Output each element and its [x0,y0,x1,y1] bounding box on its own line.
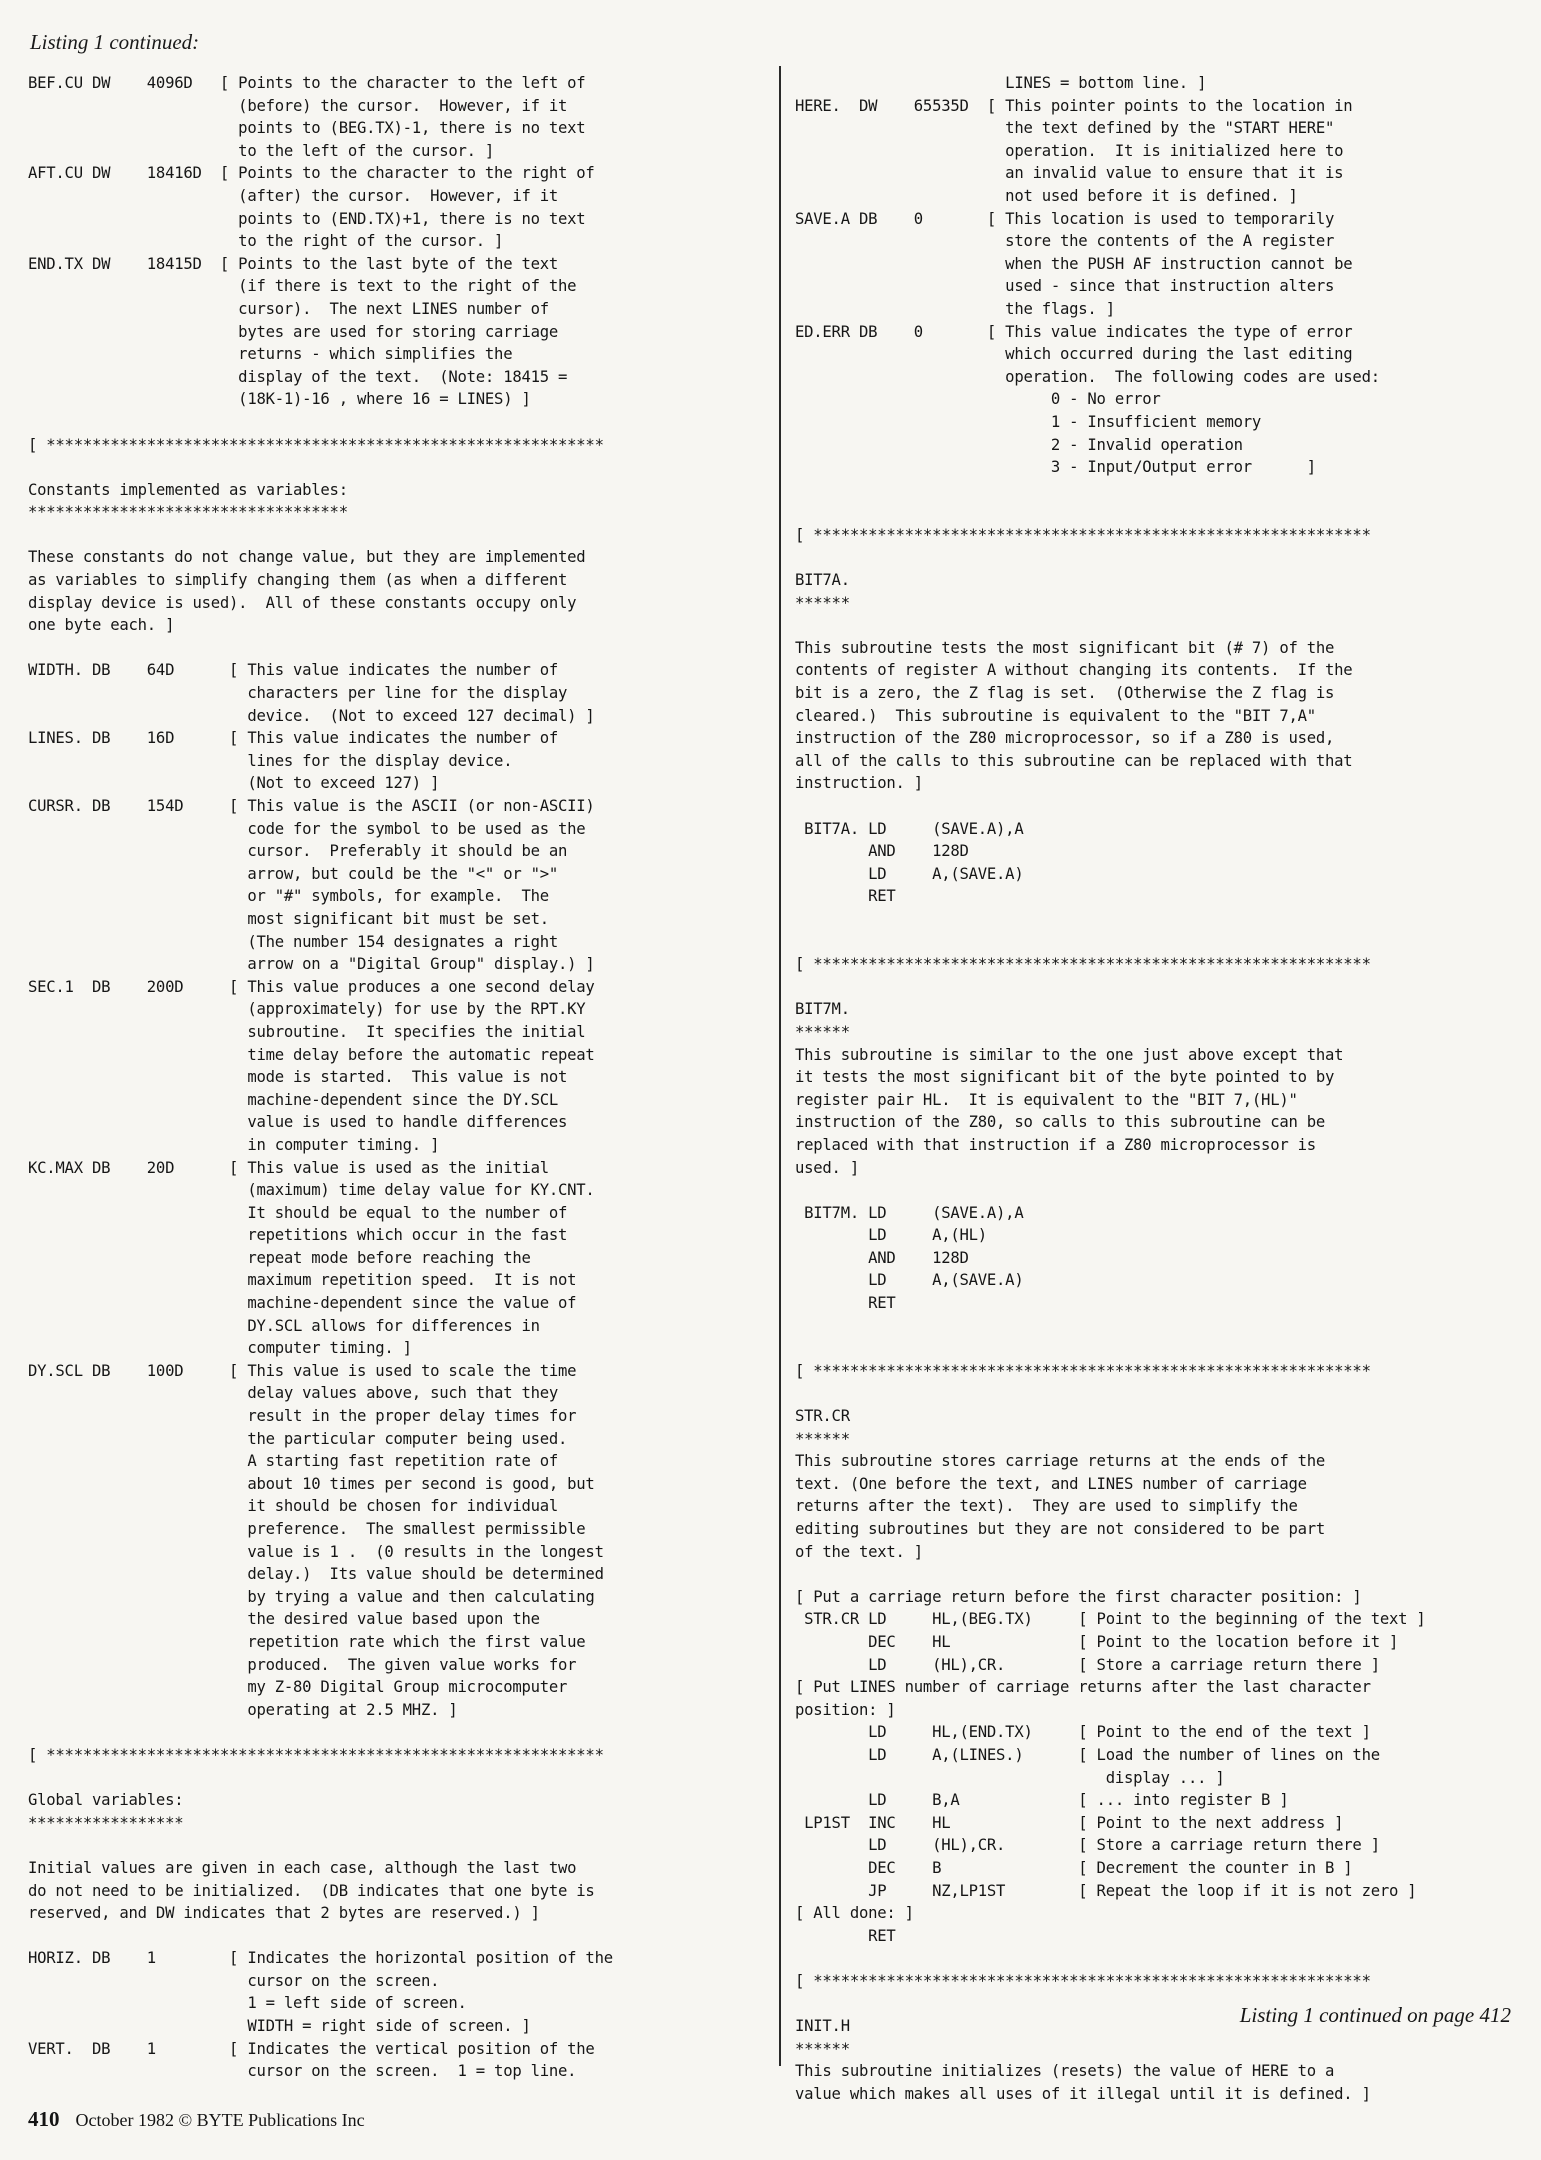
listing-line: LD HL,(END.TX) [ Point to the end of the text ] [795,1723,1371,1742]
listing-line: operation. The following codes are used: [795,367,1380,386]
listing-line: [ Put LINES number of carriage returns after the last character [795,1678,1371,1697]
listing-line: when the PUSH AF instruction cannot be [795,254,1353,273]
listing-line: WIDTH. DB 64D [ This value indicates the number of [28,661,559,680]
listing-line: ****** [795,1022,850,1041]
listing-line: instruction. ] [795,774,923,793]
listing-line: (approximately) for use by the RPT.KY [28,1000,586,1019]
listing-line: used. ] [795,1158,859,1177]
listing-line: Constants implemented as variables: [28,480,348,499]
listing-line: ****** [795,593,850,612]
listing-line [795,614,1515,637]
listing-line: it should be chosen for individual [28,1497,559,1516]
listing-line: LD A,(HL) [795,1226,987,1245]
listing-line: do not need to be initialized. (DB indicates that one byte is [28,1881,595,1900]
listing-line [795,501,1515,524]
listing-line: cursor. Preferably it should be an [28,842,568,861]
listing-line [795,546,1515,569]
listing-line: 1 = left side of screen. [28,1994,467,2013]
listing-line: Initial values are given in each case, although the last two [28,1858,577,1877]
listing-line: cursor on the screen. 1 = top line. [28,2062,577,2081]
listing-line: ED.ERR DB 0 [ This value indicates the type of error [795,322,1353,341]
listing-line: repetitions which occur in the fast [28,1226,568,1245]
listing-line: operating at 2.5 MHZ. ] [28,1700,458,1719]
listing-line: time delay before the automatic repeat [28,1045,595,1064]
listing-line: delay values above, such that they [28,1384,559,1403]
listing-line: This subroutine tests the most significant bit (# 7) of the [795,638,1335,657]
listing-line [795,931,1515,954]
listing-line: used - since that instruction alters [795,277,1335,296]
listing-line: cleared.) This subroutine is equivalent to the "BIT 7,A" [795,706,1316,725]
listing-line: (after) the cursor. However, if it [28,186,559,205]
listing-left-column [28,72,768,2083]
listing-line: (The number 154 designates a right [28,932,559,951]
listing-line: arrow, but could be the "<" or ">" [28,864,559,883]
listing-line: VERT. DB 1 [ Indicates the vertical position of the [28,2039,595,2058]
listing-line: 2 - Invalid operation [795,435,1243,454]
listing-line: [ All done: ] [795,1904,914,1923]
listing-line: most significant bit must be set. [28,909,549,928]
listing-line: my Z-80 Digital Group microcomputer [28,1678,568,1697]
listing-line: AND 128D [795,1248,969,1267]
listing-line [795,479,1515,502]
listing-line [28,456,768,479]
listing-line: LINES. DB 16D [ This value indicates the number of [28,729,559,748]
listing-line: [ ************************************************************* [795,525,1371,544]
listing-line: JP NZ,LP1ST [ Repeat the loop if it is not zero ] [795,1881,1417,1900]
listing-line: (18K-1)-16 , where 16 = LINES) ] [28,390,531,409]
listing-line: LD B,A [ ... into register B ] [795,1791,1289,1810]
listing-line: value is 1 . (0 results in the longest [28,1542,604,1561]
listing-line: AFT.CU DW 18416D [ Points to the character to the right of [28,164,595,183]
listing-line: DEC HL [ Point to the location before it ] [795,1632,1399,1651]
listing-line: by trying a value and then calculating [28,1587,595,1606]
page-footer [28,2107,365,2132]
listing-line: about 10 times per second is good, but [28,1474,595,1493]
listing-line: This subroutine is similar to the one just above except that [795,1045,1344,1064]
listing-line: BIT7M. LD (SAVE.A),A [795,1203,1024,1222]
listing-line: This subroutine stores carriage returns at the ends of the [795,1452,1326,1471]
continued-on-note: Listing 1 continued on page 412 [1239,2003,1511,2027]
listing-line [28,637,768,660]
listing-line [795,1315,1515,1338]
listing-line: to the right of the cursor. ] [28,232,504,251]
listing-line: contents of register A without changing its contents. If the [795,661,1353,680]
listing-line: (if there is text to the right of the [28,277,577,296]
listing-line: [ Put a carriage return before the first character position: ] [795,1587,1362,1606]
listing-line: AND 128D [795,842,969,861]
listing-line: STR.CR [795,1407,850,1426]
listing-line: BIT7A. [795,571,850,590]
listing-line: LD A,(SAVE.A) [795,864,1024,883]
listing-line: value is used to handle differences [28,1113,568,1132]
listing-line: register pair HL. It is equivalent to the "BIT 7,(HL)" [795,1090,1298,1109]
listing-line: bytes are used for storing carriage [28,322,559,341]
listing-line: DY.SCL DB 100D [ This value is used to scale the time [28,1361,577,1380]
listing-line: instruction of the Z80 microprocessor, so if a Z80 is used, [795,729,1335,748]
listing-line: returns - which simplifies the [28,345,513,364]
listing-line: display device is used). All of these constants occupy only [28,593,577,612]
listing-line [795,1947,1515,1970]
listing-line: [ ************************************************************* [28,435,604,454]
listing-line: A starting fast repetition rate of [28,1452,559,1471]
listing-line: lines for the display device. [28,751,513,770]
listing-line: editing subroutines but they are not considered to be part [795,1520,1326,1538]
listing-line: WIDTH = right side of screen. ] [28,2017,531,2036]
listing-line: all of the calls to this subroutine can be replaced with that [795,751,1353,770]
listing-line: position: ] [795,1700,896,1719]
listing-line: (before) the cursor. However, if it [28,96,568,115]
listing-line: machine-dependent since the value of [28,1294,577,1313]
listing-line [795,908,1515,931]
listing-line: 0 - No error [795,390,1161,409]
listing-line: machine-dependent since the DY.SCL [28,1090,559,1109]
listing-line: RET [795,1926,896,1945]
listing-line [28,1767,768,1790]
listing-line [795,1563,1515,1586]
listing-line: delay.) Its value should be determined [28,1565,604,1584]
listing-line: the desired value based upon the [28,1610,540,1629]
listing-line: it tests the most significant bit of the byte pointed to by [795,1068,1335,1087]
listing-line: repetition rate which the first value [28,1632,586,1651]
listing-line: [ ************************************************************* [795,955,1371,974]
listing-line: repeat mode before reaching the [28,1248,531,1267]
listing-line: reserved, and DW indicates that 2 bytes are reserved.) ] [28,1904,540,1923]
listing-line [795,1179,1515,1202]
listing-line [28,1834,768,1857]
listing-line: result in the proper delay times for [28,1407,577,1426]
listing-line [28,411,768,434]
listing-line: LP1ST INC HL [ Point to the next address ] [795,1813,1344,1832]
listing-line: cursor). The next LINES number of [28,299,549,318]
listing-line: LD (HL),CR. [ Store a carriage return there ] [795,1836,1380,1855]
listing-line: to the left of the cursor. ] [28,141,495,160]
listing-line: DY.SCL allows for differences in [28,1316,540,1335]
listing-line: SAVE.A DB 0 [ This location is used to temporarily [795,209,1335,228]
listing-line: store the contents of the A register [795,232,1335,251]
listing-line: value which makes all uses of it illegal until it is defined. ] [795,2084,1371,2103]
listing-line: the particular computer being used. [28,1429,568,1448]
publication-imprint: October 1982 © BYTE Publications Inc [75,2110,365,2130]
listing-line: DEC B [ Decrement the counter in B ] [795,1858,1353,1877]
listing-line: operation. It is initialized here to [795,141,1344,160]
listing-line: preference. The smallest permissible [28,1520,586,1538]
listing-line: points to (BEG.TX)-1, there is no text [28,119,586,138]
listing-line: arrow on a "Digital Group" display.) ] [28,955,595,974]
listing-line: code for the symbol to be used as the [28,819,586,838]
listing-line: mode is started. This value is not [28,1068,568,1087]
listing-line: (maximum) time delay value for KY.CNT. [28,1181,595,1200]
listing-line: [ ************************************************************* [795,1361,1371,1380]
listing-line: ****** [795,2039,850,2058]
listing-continued-heading: Listing 1 continued: [30,30,200,54]
listing-line: display ... ] [795,1768,1225,1787]
listing-line: KC.MAX DB 20D [ This value is used as the initial [28,1158,549,1177]
listing-line [795,795,1515,818]
listing-line: This subroutine initializes (resets) the value of HERE to a [795,2062,1335,2081]
listing-line: maximum repetition speed. It is not [28,1271,577,1290]
listing-line: Global variables: [28,1791,184,1810]
listing-line: SEC.1 DB 200D [ This value produces a one second delay [28,977,595,996]
listing-line: characters per line for the display [28,684,568,703]
listing-line: BEF.CU DW 4096D [ Points to the character to the left of [28,74,586,92]
listing-line: cursor on the screen. [28,1971,440,1990]
listing-line: one byte each. ] [28,616,175,635]
listing-line [28,1721,768,1744]
listing-line: or "#" symbols, for example. The [28,887,549,906]
listing-line: of the text. ] [795,1542,923,1561]
listing-line: instruction of the Z80, so calls to this subroutine can be [795,1113,1326,1132]
listing-line: device. (Not to exceed 127 decimal) ] [28,706,595,725]
listing-line: LINES = bottom line. ] [795,74,1207,92]
listing-line [795,1337,1515,1360]
listing-line: HORIZ. DB 1 [ Indicates the horizontal position of the [28,1949,613,1968]
listing-line: 3 - Input/Output error ] [795,458,1316,477]
listing-line: [ ************************************************************* [795,1971,1371,1990]
listing-line: points to (END.TX)+1, there is no text [28,209,586,228]
listing-line: (Not to exceed 127) ] [28,774,440,793]
listing-line: subroutine. It specifies the initial [28,1022,586,1041]
listing-line: It should be equal to the number of [28,1203,568,1222]
listing-line: LD A,(LINES.) [ Load the number of lines on the [795,1745,1380,1764]
listing-line [28,524,768,547]
listing-line: display of the text. (Note: 18415 = [28,367,568,386]
listing-line: BIT7M. [795,1000,850,1019]
listing-line: STR.CR LD HL,(BEG.TX) [ Point to the beginning of the text ] [795,1610,1426,1629]
listing-line: RET [795,1294,896,1313]
page-number: 410 [28,2107,60,2131]
listing-line: LD A,(SAVE.A) [795,1271,1024,1290]
listing-line: These constants do not change value, but they are implemented [28,548,586,567]
listing-line: CURSR. DB 154D [ This value is the ASCII (or non-ASCII) [28,797,595,815]
listing-line: returns after the text). They are used to simplify the [795,1497,1298,1516]
listing-line: RET [795,887,896,906]
listing-line: 1 - Insufficient memory [795,412,1262,431]
listing-line: the text defined by the "START HERE" [795,119,1335,138]
listing-line: ***************** [28,1813,184,1832]
listing-line: an invalid value to ensure that it is [795,164,1344,183]
listing-line: computer timing. ] [28,1339,412,1358]
listing-line: which occurred during the last editing [795,345,1353,364]
listing-right-column [795,72,1515,2105]
listing-line: not used before it is defined. ] [795,186,1298,205]
listing-line: *********************************** [28,503,348,522]
listing-line: the flags. ] [795,299,1115,318]
listing-line: in computer timing. ] [28,1135,440,1154]
listing-line: as variables to simplify changing them (as when a different [28,571,568,590]
column-divider [779,66,781,2066]
listing-line: bit is a zero, the Z flag is set. (Otherwise the Z flag is [795,684,1335,703]
listing-line: END.TX DW 18415D [ Points to the last byte of the text [28,254,559,273]
listing-line: text. (One before the text, and LINES number of carriage [795,1474,1307,1493]
listing-line: HERE. DW 65535D [ This pointer points to the location in [795,96,1353,115]
listing-line [28,1925,768,1948]
listing-line: produced. The given value works for [28,1655,577,1674]
listing-line: INIT.H [795,2017,850,2036]
listing-line [795,976,1515,999]
listing-line: [ ************************************************************* [28,1745,604,1764]
listing-line [795,1382,1515,1405]
listing-line: BIT7A. LD (SAVE.A),A [795,819,1024,838]
listing-line: replaced with that instruction if a Z80 microprocessor is [795,1135,1316,1154]
listing-line: ****** [795,1429,850,1448]
listing-line: LD (HL),CR. [ Store a carriage return there ] [795,1655,1380,1674]
